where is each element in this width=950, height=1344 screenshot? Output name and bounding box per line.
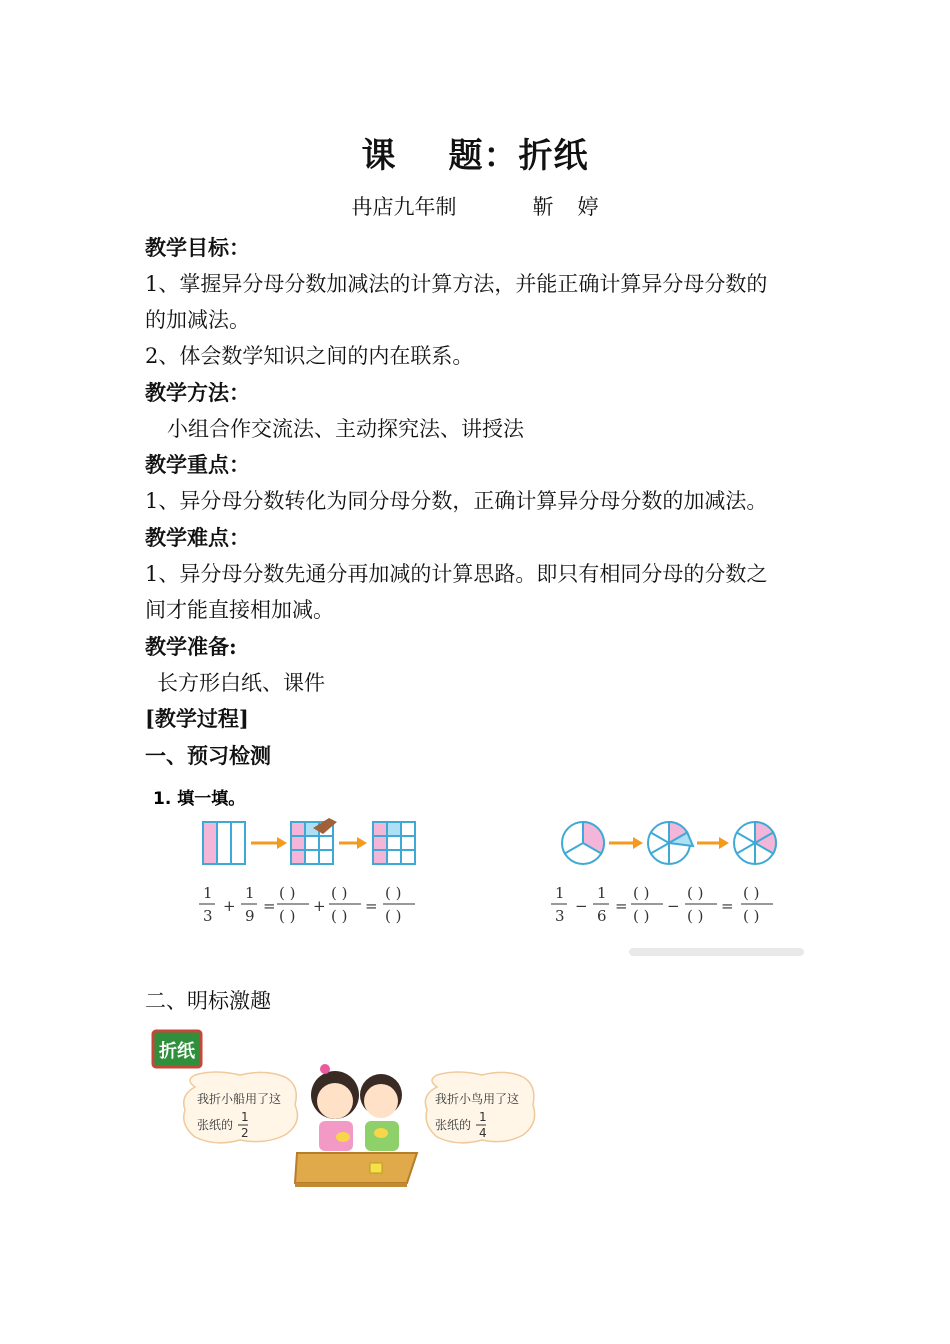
svg-text:我折小船用了这: 我折小船用了这 bbox=[197, 1092, 282, 1106]
prep-text: 长方形白纸、课件 bbox=[157, 671, 325, 695]
badge-folding bbox=[153, 1031, 201, 1067]
equals-sign: = bbox=[263, 897, 276, 915]
difficulty-item-1a: 1、异分母分数先通分再加减的计算思路。即只有相同分母的分数之 bbox=[145, 562, 768, 586]
svg-text:2: 2 bbox=[241, 1126, 249, 1140]
speech-bubble-boy bbox=[425, 1072, 534, 1143]
fraction-denominator: 3 bbox=[203, 907, 213, 925]
operator: + bbox=[313, 897, 326, 915]
fraction-denominator: 9 bbox=[245, 907, 255, 925]
fraction-numerator: 1 bbox=[245, 884, 255, 902]
fraction-numerator: 1 bbox=[597, 884, 607, 902]
key-heading: 教学重点： bbox=[145, 452, 250, 477]
part1-heading: 一、预习检测 bbox=[145, 743, 271, 768]
blank: ( ) bbox=[743, 907, 760, 925]
fraction-denominator: 6 bbox=[597, 907, 607, 925]
goal-item-1b: 的加减法。 bbox=[145, 308, 250, 332]
equals-sign: = bbox=[615, 897, 628, 915]
goal-item-1a: 1、掌握异分母分数加减法的计算方法，并能正确计算异分母分数的 bbox=[145, 272, 768, 296]
part2-heading: 二、明标激趣 bbox=[145, 989, 271, 1013]
exercise-figure bbox=[145, 780, 810, 960]
fraction-denominator: 3 bbox=[555, 907, 565, 925]
arrow-icon bbox=[609, 837, 643, 849]
blank: ( ) bbox=[633, 907, 650, 925]
circle-one-third bbox=[562, 822, 604, 864]
equals-sign: = bbox=[365, 897, 378, 915]
speech-bubble-girl bbox=[184, 1072, 298, 1143]
blank: ( ) bbox=[331, 884, 348, 902]
prep-heading: 教学准备: bbox=[145, 634, 237, 659]
girl-figure bbox=[311, 1064, 359, 1151]
equals-sign: = bbox=[721, 897, 734, 915]
svg-text:1: 1 bbox=[241, 1110, 249, 1124]
operator: − bbox=[575, 897, 588, 915]
key-item-1: 1、异分母分数转化为同分母分数，正确计算异分母分数的加减法。 bbox=[145, 489, 768, 513]
fraction-numerator: 1 bbox=[555, 884, 565, 902]
right-equation bbox=[551, 884, 773, 925]
blank: ( ) bbox=[633, 884, 650, 902]
scroll-shadow bbox=[629, 948, 804, 956]
difficulty-heading: 教学难点： bbox=[145, 525, 250, 550]
svg-text:张纸的: 张纸的 bbox=[435, 1118, 472, 1132]
svg-text:4: 4 bbox=[479, 1126, 487, 1140]
author-line: 冉店九年制 靳 婷 bbox=[351, 195, 599, 219]
blank: ( ) bbox=[687, 884, 704, 902]
rect-ninths-grid bbox=[373, 822, 415, 864]
arrow-icon bbox=[251, 837, 287, 849]
blank: ( ) bbox=[743, 884, 760, 902]
blank: ( ) bbox=[279, 884, 296, 902]
goal-heading: 教学目标： bbox=[145, 235, 250, 260]
method-heading: 教学方法： bbox=[145, 380, 250, 405]
svg-text:折纸: 折纸 bbox=[159, 1041, 195, 1062]
difficulty-item-1b: 间才能直接相加减。 bbox=[145, 598, 334, 622]
rect-folded-grid bbox=[291, 818, 337, 864]
blank: ( ) bbox=[331, 907, 348, 925]
page-title: 课 题：折纸 bbox=[361, 136, 589, 176]
boy-figure bbox=[360, 1074, 402, 1151]
circle-sixths bbox=[734, 822, 776, 864]
desk bbox=[295, 1153, 417, 1187]
folding-illustration bbox=[145, 1025, 540, 1195]
goal-item-2: 2、体会数学知识之间的内在联系。 bbox=[145, 344, 474, 368]
operator: − bbox=[667, 897, 680, 915]
arrow-icon bbox=[697, 837, 729, 849]
fraction-numerator: 1 bbox=[203, 884, 213, 902]
blank: ( ) bbox=[279, 907, 296, 925]
svg-text:张纸的: 张纸的 bbox=[197, 1118, 234, 1132]
blank: ( ) bbox=[687, 907, 704, 925]
rect-one-third bbox=[203, 822, 245, 864]
left-equation bbox=[199, 884, 415, 925]
method-text: 小组合作交流法、主动探究法、讲授法 bbox=[167, 417, 524, 441]
blank: ( ) bbox=[385, 884, 402, 902]
svg-text:我折小鸟用了这: 我折小鸟用了这 bbox=[435, 1092, 520, 1106]
exercise-label: 1. 填一填。 bbox=[153, 789, 246, 809]
svg-text:1: 1 bbox=[479, 1110, 487, 1124]
blank: ( ) bbox=[385, 907, 402, 925]
circle-folded bbox=[648, 822, 693, 864]
operator: + bbox=[223, 897, 236, 915]
process-heading: [教学过程] bbox=[145, 706, 249, 731]
arrow-icon bbox=[339, 837, 367, 849]
